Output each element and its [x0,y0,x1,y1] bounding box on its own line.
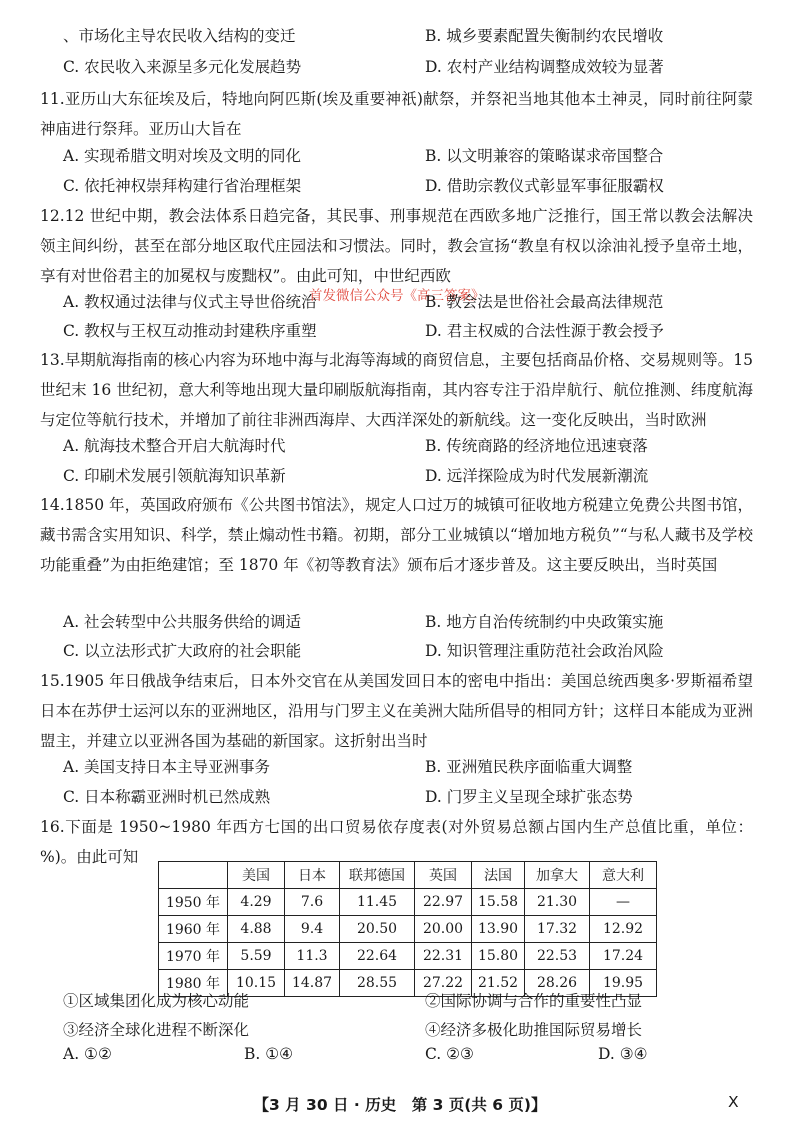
table-header-cell: 日本 [285,862,340,889]
q13-number: 13. [40,351,65,369]
q10-option-c: C. 农民收入来源呈多元化发展趋势 [63,58,302,76]
q13-text: 早期航海指南的核心内容为环地中海与北海等海域的商贸信息，主要包括商品价格、交易规则等。15 世纪末 16 世纪初，意大利等地出现大量印刷版航海指南，其内容专注于沿岸航行、航位推测、纬度航海与定位等航行技术，并增加了前往非洲西海岸、大西洋深处的新航线。这一变化反映出，当时欧洲 [40,351,753,429]
q14-number: 14. [40,496,65,514]
q11-number: 11. [40,90,65,108]
table-cell: 14.87 [285,970,340,997]
q10-option-d: D. 农村产业结构调整成效较为显著 [425,58,664,76]
table-cell: 19.95 [590,970,657,997]
q12-stem [40,201,753,291]
q13-option-d: D. 远洋探险成为时代发展新潮流 [425,467,649,485]
q12-option-a: A. 教权通过法律与仪式主导世俗统治 [63,293,317,311]
table-header-row [159,862,657,889]
q16-item-1: ①区域集团化成为核心动能 [63,992,250,1010]
q15-text: 1905 年日俄战争结束后，日本外交官在从美国发回日本的密电中指出：美国总统西奥多·罗斯福希望日本在苏伊士运河以东的亚洲地区，沿用与门罗主义在美洲大陆所倡导的相同方针；这样日本能成为亚洲盟主，并建立以亚洲各国为基础的新国家。这折射出当时 [40,672,754,750]
table-header-cell: 美国 [228,862,285,889]
table-header-cell: 英国 [415,862,472,889]
q16-option-a: A. ①② [63,1045,112,1063]
q12-text: 12 世纪中期，教会法体系日趋完备，其民事、刑事规范在西欧多地广泛推行，国王常以教会法解决领主间纠纷，甚至在部分地区取代庄园法和习惯法。同时，教会宣扬“教皇有权以涂油礼授予皇帝土地，享有对世俗君主的加冕权与废黜权”。由此可知，中世纪西欧 [40,207,753,285]
q15-number: 15. [40,672,65,690]
q14-option-d: D. 知识管理注重防范社会政治风险 [425,642,664,660]
table-cell: 4.88 [228,916,285,943]
q16-item-4: ④经济多极化助推国际贸易增长 [425,1021,643,1039]
q16-option-c: C. ②③ [425,1045,474,1063]
page-footer: 【3 月 30 日 · 历史 第 3 页(共 6 页)】 [253,1096,547,1114]
q14-option-a: A. 社会转型中公共服务供给的调适 [63,613,302,631]
q15-option-b: B. 亚洲殖民秩序面临重大调整 [425,758,633,776]
q12-number: 12. [40,207,65,225]
table-cell: 1970 年 [159,943,228,970]
table-cell: 10.15 [228,970,285,997]
table-cell: 22.97 [415,889,472,916]
table-cell: 12.92 [590,916,657,943]
q16-option-d: D. ③④ [598,1045,648,1063]
table-cell: 21.30 [525,889,590,916]
q14-option-b: B. 地方自治传统制约中央政策实施 [425,613,664,631]
table-cell: 1960 年 [159,916,228,943]
footer-mark: X [728,1093,739,1111]
q12-option-b: B. 教会法是世俗社会最高法律规范 [425,293,664,311]
q14-text: 1850 年，英国政府颁布《公共图书馆法》，规定人口过万的城镇可征收地方税建立免费公共图书馆，藏书需含实用知识、科学，禁止煽动性书籍。初期，部分工业城镇以“增加地方税负”“与私人藏书及学校功能重叠”为由拒绝建馆；至 1870 年《初等教育法》颁布后才逐步普及。这主要反映出，当时英国 [40,496,753,574]
table-cell: 20.50 [340,916,415,943]
table-cell: 1980 年 [159,970,228,997]
q13-option-c: C. 印刷术发展引领航海知识革新 [63,467,286,485]
table-cell: 15.58 [472,889,525,916]
q10-option-a: 、市场化主导农民收入结构的变迁 [63,27,296,45]
table-header-cell [159,862,228,889]
table-cell: 5.59 [228,943,285,970]
q11-option-b: B. 以文明兼容的策略谋求帝国整合 [425,147,664,165]
q13-option-a: A. 航海技术整合开启大航海时代 [63,437,286,455]
q14-option-c: C. 以立法形式扩大政府的社会职能 [63,642,302,660]
q11-stem [40,84,753,144]
q13-stem [40,345,753,435]
table-cell: 22.31 [415,943,472,970]
table-cell: 1950 年 [159,889,228,916]
table-row [159,916,657,943]
table-header-cell: 加拿大 [525,862,590,889]
q13-option-b: B. 传统商路的经济地位迅速衰落 [425,437,648,455]
q12-option-d: D. 君主权威的合法性源于教会授予 [425,322,664,340]
q15-option-c: C. 日本称霸亚洲时机已然成熟 [63,788,271,806]
table-cell: 15.80 [472,943,525,970]
watermark-text: 首发微信公众号《高三答案》 [309,288,485,304]
table-cell: 17.32 [525,916,590,943]
q15-option-a: A. 美国支持日本主导亚洲事务 [63,758,271,776]
table-cell: 11.3 [285,943,340,970]
trade-dependency-table [158,861,657,997]
table-cell: 7.6 [285,889,340,916]
q11-option-c: C. 依托神权崇拜构建行省治理框架 [63,177,302,195]
table-header-cell: 联邦德国 [340,862,415,889]
q16-number: 16. [40,818,65,836]
q15-option-d: D. 门罗主义呈现全球扩张态势 [425,788,633,806]
q16-item-2: ②国际协调与合作的重要性凸显 [425,992,643,1010]
table-row [159,943,657,970]
table-cell: 13.90 [472,916,525,943]
table-cell: 9.4 [285,916,340,943]
q16-item-3: ③经济全球化进程不断深化 [63,1021,250,1039]
q14-stem [40,490,753,580]
table-cell: 28.26 [525,970,590,997]
q12-option-c: C. 教权与王权互动推动封建秩序重塑 [63,322,317,340]
table-header-cell: 法国 [472,862,525,889]
q15-stem [40,666,753,756]
q11-option-d: D. 借助宗教仪式彰显军事征服霸权 [425,177,664,195]
table-cell: 28.55 [340,970,415,997]
table-cell: 11.45 [340,889,415,916]
table-cell: 17.24 [590,943,657,970]
table-cell: 22.53 [525,943,590,970]
table-cell: 20.00 [415,916,472,943]
table-cell: 21.52 [472,970,525,997]
table-row [159,889,657,916]
q16-option-b: B. ①④ [244,1045,294,1063]
q11-text: 亚历山大东征埃及后，特地向阿匹斯(埃及重要神祇)献祭，并祭祀当地其他本土神灵，同时前往阿蒙神庙进行祭拜。亚历山大旨在 [40,90,753,138]
table-cell: — [590,889,657,916]
q11-option-a: A. 实现希腊文明对埃及文明的同化 [63,147,302,165]
q10-option-b: B. 城乡要素配置失衡制约农民增收 [425,27,664,45]
table-cell: 4.29 [228,889,285,916]
table-cell: 27.22 [415,970,472,997]
table-header-cell: 意大利 [590,862,657,889]
q16-text: 下面是 1950~1980 年西方七国的出口贸易依存度表(对外贸易总额占国内生产总值比重，单位：%)。由此可知 [40,818,753,866]
table-cell: 22.64 [340,943,415,970]
